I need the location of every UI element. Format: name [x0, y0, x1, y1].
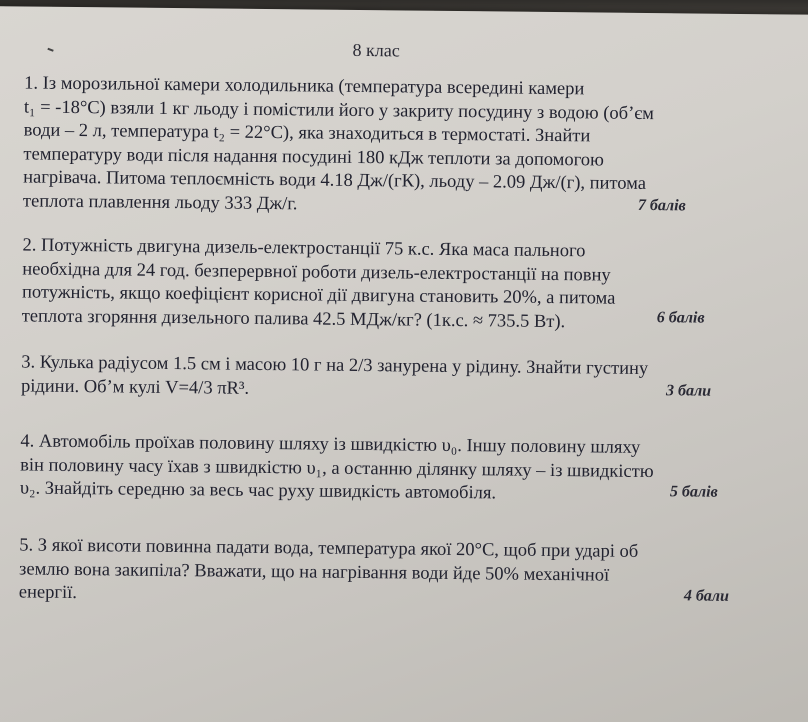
problem-2-points: 6 балів [656, 309, 705, 327]
problem-1-line-6: теплота плавлення льоду 333 Дж/г. [22, 190, 298, 214]
problem-4-points: 5 балів [669, 483, 718, 501]
problem-1-points: 7 балів [637, 196, 686, 215]
problem-4-line-1: 4. Автомобіль проїхав половину шляху із швидкістю υ₀. Іншу половину шляху [20, 431, 641, 458]
problem-3-points: 3 бали [665, 382, 712, 400]
problem-5 [19, 534, 760, 612]
problem-2-line-3: потужність, якщо коефіцієнт корисної дії двигуна становить 20%, а питома [21, 282, 616, 309]
problem-4-line-2: він половину часу їхав з швидкістю υ₁, а останню ділянку шляху – із швидкістю [20, 454, 654, 482]
problem-3-line-1: 3. Кулька радіусом 1.5 см і масою 10 г на 2/3 занурена у рідину. Знайти густину [21, 352, 649, 380]
problem-3-line-2: рідини. Об’м кулі V=4/3 πR³. [20, 375, 250, 399]
problem-1-line-4: температуру води після надання посудині 180 кДж теплоти за допомогою [23, 143, 604, 171]
page-title: 8 клас [352, 39, 400, 61]
problem-5-points: 4 бали [683, 587, 730, 605]
problem-5-line-2: землю вона закипіла? Вважати, що на нагрівання води йде 50% механічної [19, 558, 610, 586]
problem-1-line-3: води – 2 л, температура t₂ = 22°C), яка знаходиться в термостаті. Знайти [23, 120, 591, 147]
problem-5-line-3: енергії. [18, 582, 78, 604]
problem-1-line-1: 1. Із морозильної камери холодильника (температура всередині камери [24, 73, 585, 100]
problem-4-line-3: υ₂. Знайдіть середню за весь час руху швидкість автомобіля. [19, 478, 497, 504]
problem-4 [20, 430, 761, 508]
problem-1-line-5: нагрівача. Питома теплоємність води 4.18 Дж/(гК), льоду – 2.09 Дж/(г), питома [23, 167, 647, 194]
problem-5-line-1: 5. З якої висоти повинна падати вода, температура якої 20°C, щоб при ударі об [19, 535, 639, 562]
problem-3 [21, 351, 761, 406]
exam-sheet [0, 6, 808, 722]
pen-mark [47, 48, 53, 52]
problem-1-line-2: t₁ = -18°C) взяли 1 кг льоду і помістили його у закриту посудину з водою (об’єм [23, 96, 655, 124]
problem-2-line-2: необхідна для 24 год. безперервної роботи дизель-електростанції на повну [22, 258, 611, 286]
problem-2-line-4: теплота згоряння дизельного палива 42.5 МДж/кг? (1к.с. ≈ 735.5 Вт). [21, 305, 566, 332]
problem-2-line-1: 2. Потужність двигуна дизель-електростанції 75 к.с. Яка маса пального [22, 235, 586, 262]
problem-2 [22, 234, 763, 336]
